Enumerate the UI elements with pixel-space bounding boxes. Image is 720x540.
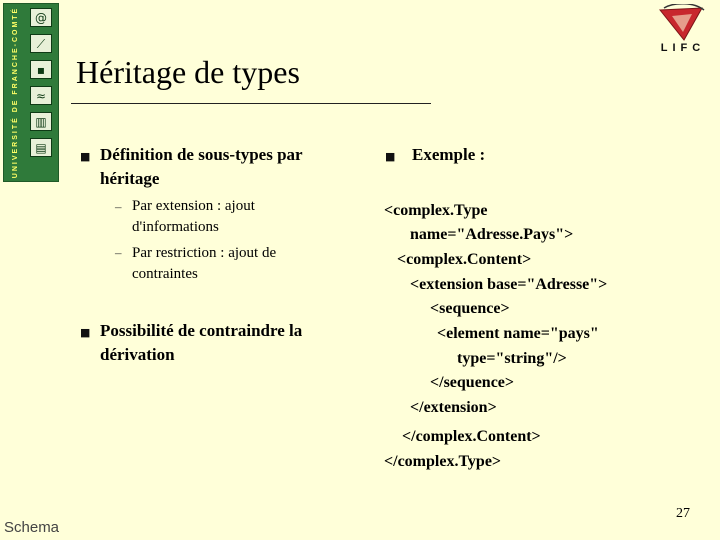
banner-icons [30,8,54,157]
building-icon: ▥ [30,112,52,131]
lifc-logo-text: LIFC [660,42,706,54]
code-line-6: <element name="pays" [437,325,599,342]
page-number: 27 [676,506,690,521]
sub-bullet-dash-2: – [115,245,122,260]
ruler-icon: ⟋ [30,34,52,53]
bullet-marker-2: ■ [80,326,91,339]
wave-icon: ≈ [30,86,52,105]
lifc-logo-mark [658,4,706,42]
slide-title: Héritage de types [76,54,300,90]
university-banner [3,3,59,182]
code-line-5: <sequence> [430,300,510,317]
title-underline [71,103,431,104]
spiral-icon: @ [30,8,52,27]
code-line-2: name="Adresse.Pays"> [410,226,574,243]
bullet-exemple: Exemple : [412,145,486,164]
sub-item-extension: Par extension : ajout d'informations [132,198,255,235]
code-line-4: <extension base="Adresse"> [410,276,608,293]
sub-bullet-dash-1: – [115,199,122,214]
code-line-3: <complex.Content> [397,251,532,268]
code-line-8: </sequence> [430,374,515,391]
bar-chart-icon: ▤ [30,138,52,157]
bullet-possibilite-contraindre: Possibilité de contraindre la dérivation [100,321,303,364]
code-line-11: </complex.Type> [384,453,502,470]
bullet-marker-3: ■ [385,150,396,163]
university-name: UNIVERSITÉ DE FRANCHE-COMTÉ [12,6,20,178]
footer-label: Schema [4,519,60,536]
lifc-logo [650,2,716,56]
code-line-1: <complex.Type [384,202,488,219]
code-line-7: type="string"/> [457,350,567,367]
code-line-9: </extension> [410,399,497,416]
code-line-10: </complex.Content> [402,428,541,445]
dot-square-icon: ▪ [30,60,52,79]
bullet-marker-1: ■ [80,150,91,163]
bullet-definition-sous-types: Définition de sous-types par héritage [100,145,303,188]
sub-item-restriction: Par restriction : ajout de contraintes [132,245,277,282]
